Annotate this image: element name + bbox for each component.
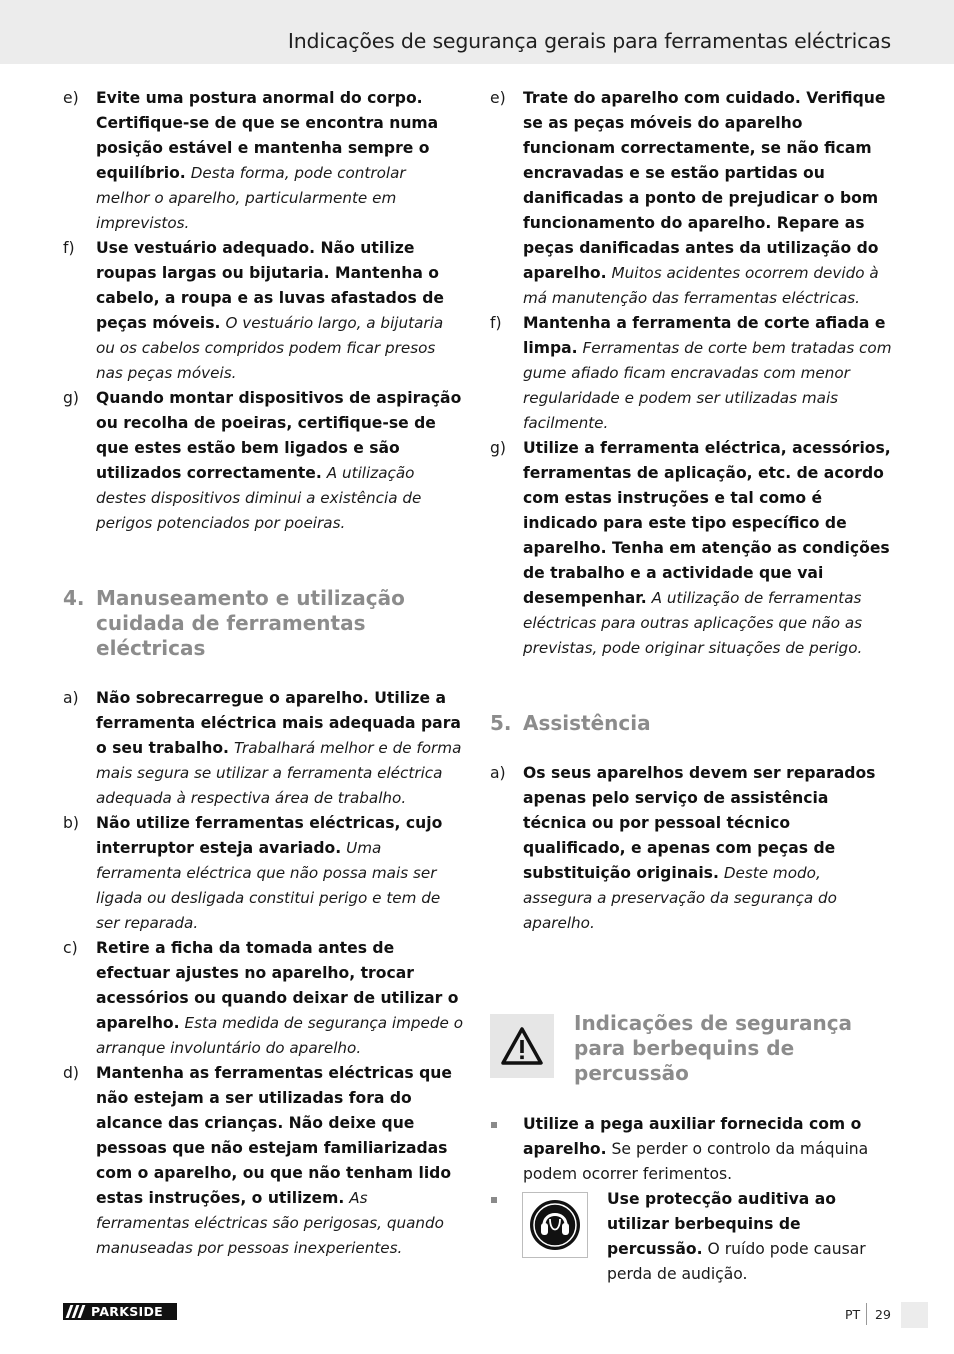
hearing-protection-icon bbox=[522, 1192, 588, 1258]
item-italic-text: Desta forma, pode controlar melhor o aparelho, particularmente em imprevistos. bbox=[96, 164, 406, 232]
item-text: Se perder o controlo da máquina podem ocorrer ferimentos. bbox=[523, 1140, 869, 1183]
item-italic-text: A utilização destes dispositivos diminui a existência de perigos potenciados por poeiras. bbox=[96, 464, 422, 532]
item-marker: e) bbox=[63, 89, 79, 107]
page-number: 29 bbox=[875, 1307, 891, 1322]
list-item-d bbox=[63, 1061, 463, 1261]
list-item-a bbox=[490, 761, 892, 936]
item-italic-text: Ferramentas de corte bem tratadas com gume afiado ficam encravadas com menor regularidade e podem ser utilizadas mais facilmente. bbox=[523, 339, 892, 432]
section-title: Assistência bbox=[523, 711, 651, 735]
item-bold-text: Não sobrecarregue o aparelho. Utilize a ferramenta eléctrica mais adequada para o seu trabalho. bbox=[96, 689, 461, 757]
item-italic-text: Deste modo, assegura a preservação da segurança do aparelho. bbox=[523, 864, 837, 932]
page-header bbox=[0, 0, 954, 64]
item-marker: a) bbox=[490, 764, 506, 782]
list-item-g bbox=[63, 386, 463, 536]
section-number: 4. bbox=[63, 586, 85, 610]
brand-name: PARKSIDE bbox=[91, 1304, 163, 1319]
section-heading-5 bbox=[490, 711, 892, 736]
bullet-item bbox=[490, 1112, 892, 1187]
warning-triangle-icon bbox=[490, 1014, 554, 1078]
list-item-f bbox=[63, 236, 463, 386]
item-marker: f) bbox=[63, 239, 75, 257]
language-code: PT bbox=[845, 1307, 861, 1322]
item-bold-text: Evite uma postura anormal do corpo. Certifique-se de que se encontra numa posição estável e mantenha sempre o equilíbrio. bbox=[96, 89, 439, 182]
list-item-g bbox=[490, 436, 892, 661]
item-bold-text: Não utilize ferramentas eléctricas, cujo interruptor esteja avariado. bbox=[96, 814, 443, 857]
item-marker: b) bbox=[63, 814, 79, 832]
list-item-b bbox=[63, 811, 463, 936]
item-bold-text: Use vestuário adequado. Não utilize roupas largas ou bijutaria. Mantenha o cabelo, a roupa e as luvas afastados de peças móveis. bbox=[96, 239, 444, 332]
item-marker: g) bbox=[63, 389, 79, 407]
item-bold-text: Mantenha as ferramentas eléctricas que não estejam a ser utilizadas fora do alcance das crianças. Não deixe que pessoas que não estejam familiarizadas com o aparelho, ou que não tenham lido estas instruções, o utilizem. bbox=[96, 1064, 452, 1207]
list-item-e bbox=[490, 86, 892, 311]
item-bold-text: Quando montar dispositivos de aspiração ou recolha de poeiras, certifique-se de que estes estão bem ligados e são utilizados correctamente. bbox=[96, 389, 462, 482]
parkside-logo bbox=[63, 1303, 177, 1320]
item-text: O ruído pode causar perda de audição. bbox=[607, 1240, 866, 1283]
item-marker: d) bbox=[63, 1064, 79, 1082]
list-item-a bbox=[63, 686, 463, 811]
section-number: 5. bbox=[490, 711, 512, 735]
item-bold-text: Retire a ficha da tomada antes de efectuar ajustes no aparelho, trocar acessórios ou quando deixar de utilizar o aparelho. bbox=[96, 939, 459, 1032]
section-heading-4 bbox=[63, 586, 463, 661]
logo-stripes bbox=[68, 1305, 86, 1318]
section-title: Manuseamento e utilização cuidada de ferramentas eléctricas bbox=[96, 586, 405, 660]
page-title: Indicações de segurança gerais para ferramentas eléctricas bbox=[287, 29, 891, 53]
item-italic-text: As ferramentas eléctricas são perigosas, quando manuseadas por pessoas inexperientes. bbox=[96, 1189, 444, 1257]
item-marker: g) bbox=[490, 439, 506, 457]
list-item-e bbox=[63, 86, 463, 236]
warning-section-title: Indicações de segurança para berbequins de percussão bbox=[574, 1011, 853, 1085]
item-bold-text: Utilize a ferramenta eléctrica, acessórios, ferramentas de aplicação, etc. de acordo com estas instruções e tal como é indicado para este tipo específico de aparelho. Tenha em atenção as condições de trabalho e a actividade que vai desempenhar. bbox=[523, 439, 891, 607]
item-italic-text: Esta medida de segurança impede o arranque involuntário do aparelho. bbox=[96, 1014, 464, 1057]
bullet-square-icon bbox=[491, 1122, 497, 1128]
item-bold-text: Utilize a pega auxiliar fornecida com o aparelho. bbox=[523, 1115, 862, 1158]
item-bold-text: Mantenha a ferramenta de corte afiada e limpa. bbox=[523, 314, 886, 357]
right-column bbox=[490, 86, 892, 936]
item-italic-text: O vestuário largo, a bijutaria ou os cabelos compridos podem ficar presos nas peças móveis. bbox=[96, 314, 444, 382]
footer-tab bbox=[901, 1302, 928, 1328]
list-item-c bbox=[63, 936, 463, 1061]
item-italic-text: Muitos acidentes ocorrem devido à má manutenção das ferramentas eléctricas. bbox=[523, 264, 879, 307]
left-column bbox=[63, 86, 463, 1261]
item-bold-text: Os seus aparelhos devem ser reparados apenas pelo serviço de assistência técnica ou por pessoal técnico qualificado, e apenas com peças de substituição originais. bbox=[523, 764, 876, 882]
item-italic-text: Uma ferramenta eléctrica que não possa mais ser ligada ou desligada constitui perigo e tem de ser reparada. bbox=[96, 839, 441, 932]
item-marker: f) bbox=[490, 314, 502, 332]
list-item-f bbox=[490, 311, 892, 436]
item-bold-text: Use protecção auditiva ao utilizar berbequins de percussão. bbox=[607, 1190, 836, 1258]
item-italic-text: A utilização de ferramentas eléctricas para outras aplicações que não as previstas, pode originar situações de perigo. bbox=[523, 589, 863, 657]
footer-divider bbox=[866, 1303, 867, 1325]
item-marker: a) bbox=[63, 689, 79, 707]
item-bold-text: Trate do aparelho com cuidado. Verifique se as peças móveis do aparelho funcionam correctamente, se não ficam encravadas e se estão partidas ou danificadas a ponto de prejudicar o bom funcionamento do aparelho. Repare as peças danificadas antes da utilização do aparelho. bbox=[523, 89, 886, 282]
item-italic-text: Trabalhará melhor e de forma mais segura se utilizar a ferramenta eléctrica adequada à respectiva área de trabalho. bbox=[96, 739, 462, 807]
item-marker: e) bbox=[490, 89, 506, 107]
item-marker: c) bbox=[63, 939, 78, 957]
